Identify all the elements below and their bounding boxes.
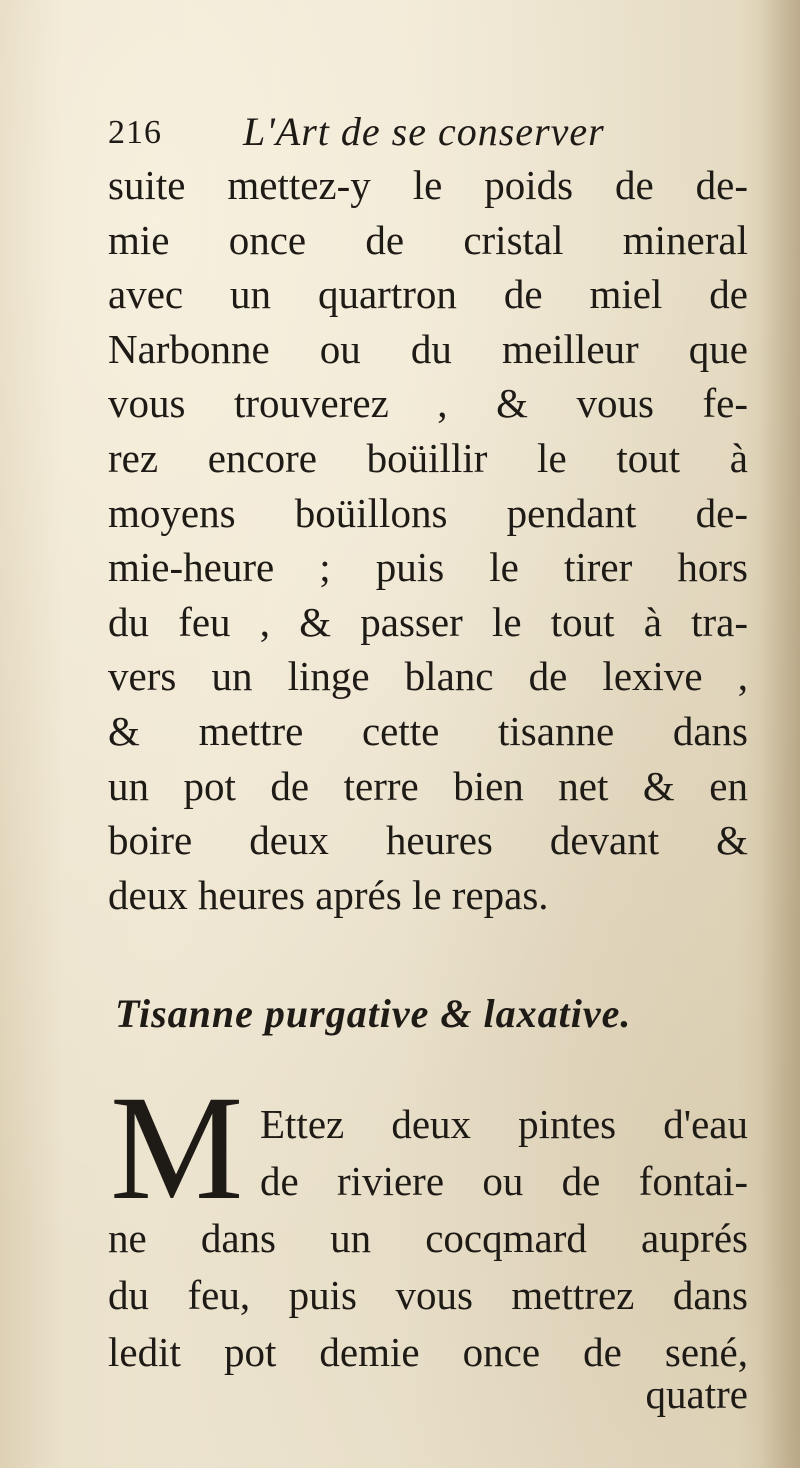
running-title: L'Art de se conserver <box>243 109 605 154</box>
drop-cap: M <box>110 1065 244 1231</box>
paragraph-2 <box>108 1065 748 1381</box>
text-line: & mettre cette tisanne dans <box>108 707 748 754</box>
text-line: boire deux heures devant & <box>108 817 748 864</box>
text-line: moyens boüillons pendant de- <box>108 489 748 536</box>
text-line: mie-heure ; puis le tirer hors <box>108 544 748 591</box>
page-edge-shadow <box>760 0 800 1468</box>
text-line: avec un quartron de miel de <box>108 271 748 318</box>
text-line: ne dans un cocqmard auprés <box>108 1215 748 1261</box>
text-line: suite mettez-y le poids de de- <box>108 162 748 208</box>
text-line: Ettez deux pintes d'eau <box>260 1101 748 1147</box>
text-line: mie once de cristal mineral <box>108 216 748 263</box>
text-line: ledit pot demie once de sené, <box>108 1329 748 1375</box>
page-number: 216 <box>108 114 162 151</box>
text-line: du feu , & passer le tout à tra- <box>108 598 748 645</box>
text-line: du feu, puis vous mettrez dans <box>108 1272 748 1318</box>
text-line: rez encore boüillir le tout à <box>108 434 748 481</box>
text-line: vers un linge blanc de lexive , <box>108 653 748 700</box>
text-line: un pot de terre bien net & en <box>108 762 748 809</box>
text-line: de riviere ou de fontai- <box>260 1158 748 1204</box>
section-heading: Tisanne purgative & laxative. <box>115 991 632 1036</box>
text-line: vous trouverez , & vous fe- <box>108 380 748 427</box>
catchword: quatre <box>645 1371 748 1417</box>
paragraph-1 <box>108 158 748 922</box>
text-line: Narbonne ou du meilleur que <box>108 325 748 372</box>
running-head <box>108 108 668 158</box>
text-line: deux heures aprés le repas. <box>108 871 549 918</box>
